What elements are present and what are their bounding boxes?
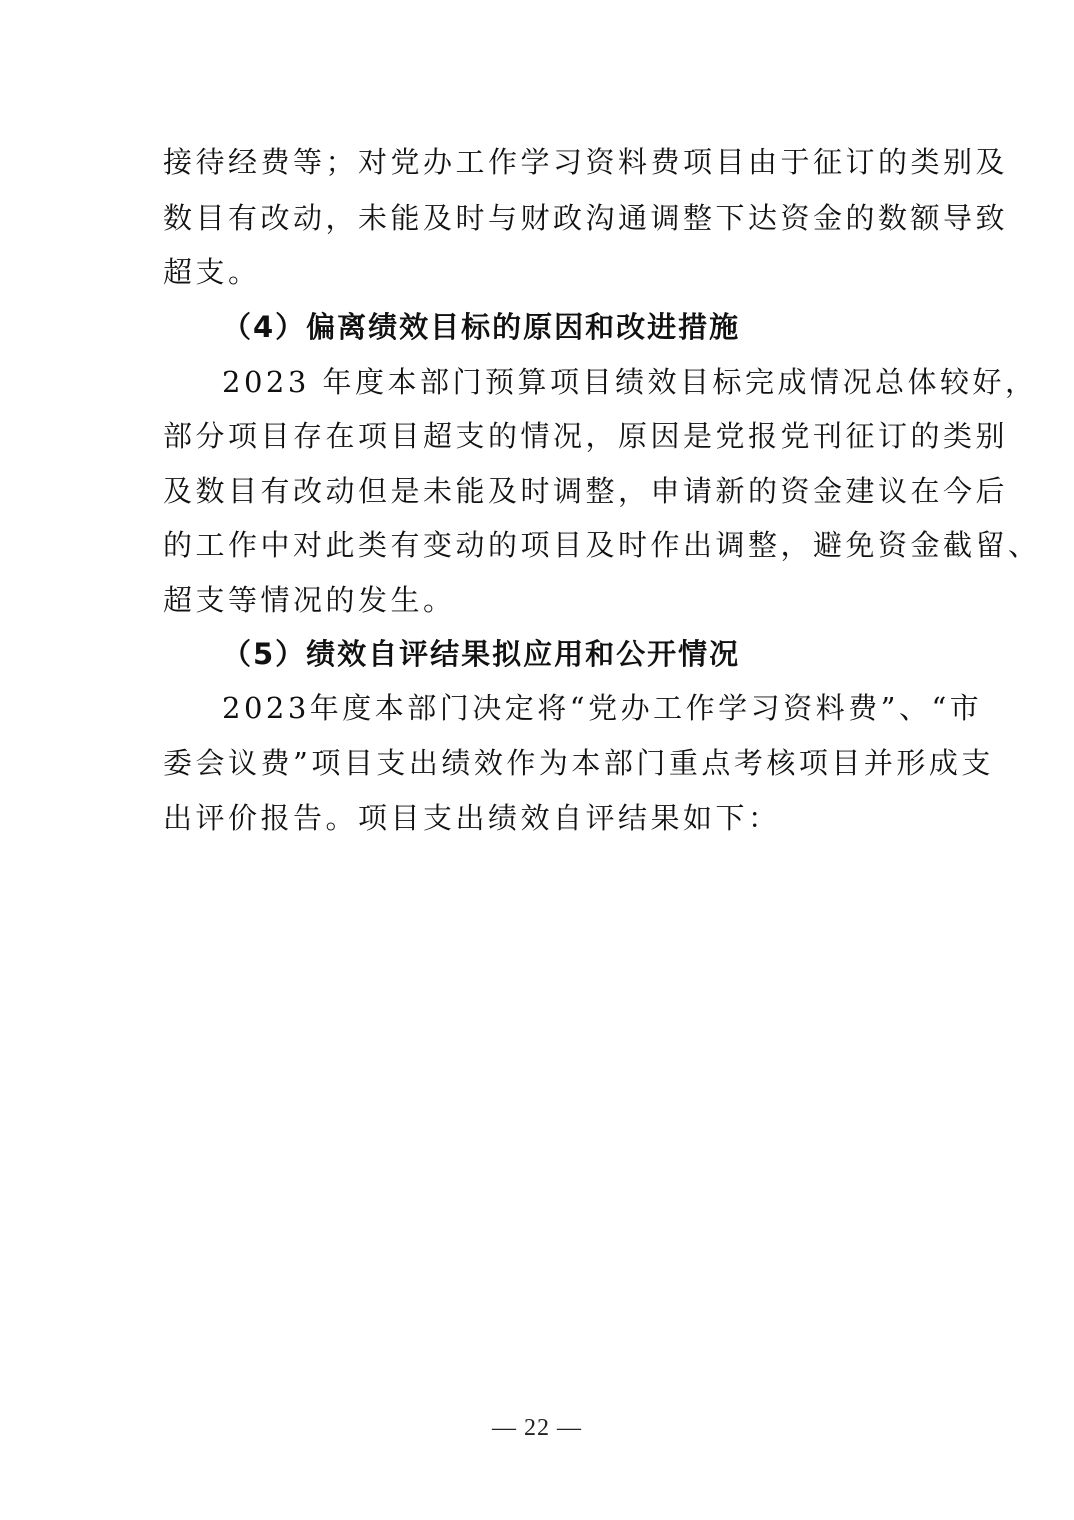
- section-heading: （5）绩效自评结果拟应用和公开情况: [222, 637, 741, 671]
- section-heading: （4）偏离绩效目标的原因和改进措施: [222, 310, 741, 344]
- page-number: — 22 —: [492, 1415, 582, 1441]
- paragraph-line: 超支。: [163, 255, 261, 289]
- paragraph-line: 超支等情况的发生。: [163, 583, 456, 617]
- paragraph-line: 出评价报告。项目支出绩效自评结果如下：: [163, 801, 781, 835]
- paragraph-line: 的工作中对此类有变动的项目及时作出调整，避免资金截留、: [163, 528, 1041, 562]
- paragraph-line: 接待经费等；对党办工作学习资料费项目由于征订的类别及: [163, 145, 1009, 179]
- paragraph-line: 及数目有改动但是未能及时调整，申请新的资金建议在今后: [163, 474, 1009, 508]
- paragraph-line: 部分项目存在项目超支的情况，原因是党报党刊征订的类别: [163, 419, 1009, 453]
- paragraph-line: 数目有改动，未能及时与财政沟通调整下达资金的数额导致: [163, 201, 1009, 235]
- paragraph-line: 委会议费”项目支出绩效作为本部门重点考核项目并形成支: [163, 746, 994, 780]
- paragraph-line: 2023 年度本部门预算项目绩效目标完成情况总体较好，: [222, 365, 1038, 399]
- paragraph-line: 2023年度本部门决定将“党办工作学习资料费”、“市: [222, 691, 983, 725]
